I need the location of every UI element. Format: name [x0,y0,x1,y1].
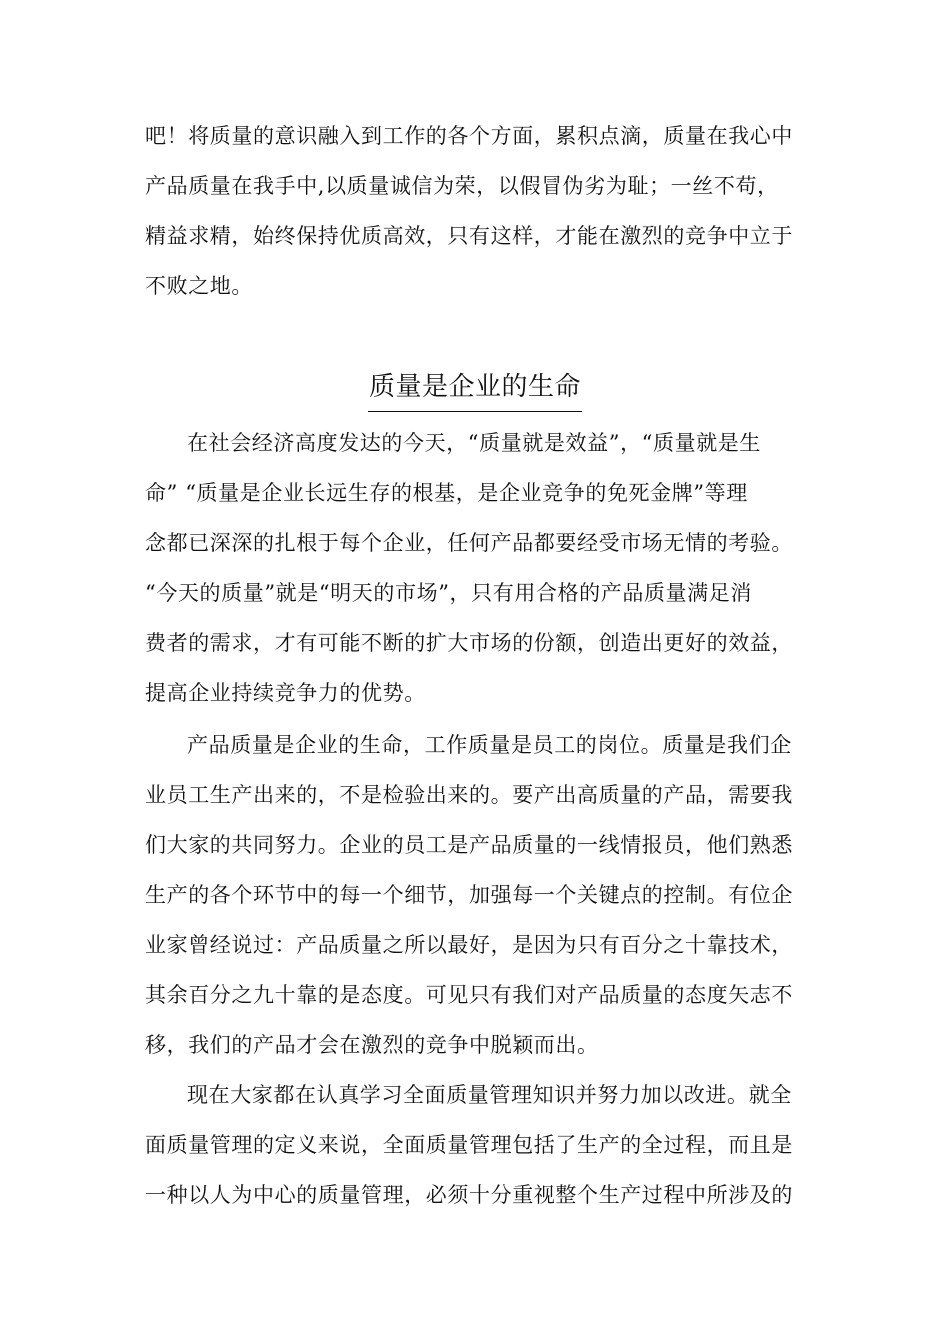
paragraph-2-line-2: 业员工生产出来的，不是检验出来的。要产出高质量的产品，需要我 [145,783,793,807]
paragraph-1-line-5: 费者的需求，才有可能不断的扩大市场的份额，创造出更好的效益， [145,631,793,655]
paragraph-1-line-1: 在社会经济高度发达的今天，“质量就是效益”，“质量就是生 [187,431,762,455]
paragraph-1-line-6: 提高企业持续竞争力的优势。 [145,681,426,705]
paragraph-2-line-4: 生产的各个环节中的每一个细节，加强每一个关键点的控制。有位企 [145,883,793,907]
paragraph-2-line-7: 移，我们的产品才会在激烈的竞争中脱颖而出。 [145,1033,599,1057]
paragraph-3-line-3: 一种以人为中心的质量管理，必须十分重视整个生产过程中所涉及的 [145,1183,793,1207]
paragraph-2-line-3: 们大家的共同努力。企业的员工是产品质量的一线情报员，他们熟悉 [145,833,793,857]
section-title [0,367,950,412]
paragraph-1-line-4: “今天的质量”就是“明天的市场”，只有用合格的产品质量满足消 [145,581,752,605]
intro-line-3: 精益求精，始终保持优质高效，只有这样，才能在激烈的竞争中立于 [145,224,793,248]
section-title-text: 质量是企业的生命 [368,367,582,412]
paragraph-2-line-5: 业家曾经说过：产品质量之所以最好，是因为只有百分之十靠技术， [145,933,793,957]
intro-line-2: 产品质量在我手中,以质量诚信为荣，以假冒伪劣为耻；一丝不苟， [145,174,779,198]
paragraph-3-line-2: 面质量管理的定义来说，全面质量管理包括了生产的全过程，而且是 [145,1133,793,1157]
intro-line-1: 吧！将质量的意识融入到工作的各个方面，累积点滴，质量在我心中 [145,124,793,148]
paragraph-2-line-1: 产品质量是企业的生命，工作质量是员工的岗位。质量是我们企 [187,733,792,757]
paragraph-3-line-1: 现在大家都在认真学习全面质量管理知识并努力加以改进。就全 [187,1083,792,1107]
paragraph-2-line-6: 其余百分之九十靠的是态度。可见只有我们对产品质量的态度矢志不 [145,983,793,1007]
intro-line-4: 不败之地。 [145,274,253,298]
paragraph-1-line-3: 念都已深深的扎根于每个企业，任何产品都要经受市场无情的考验。 [145,531,793,555]
paragraph-1-line-2: 命” “质量是企业长远生存的根基，是企业竞争的免死金牌”等理 [145,481,748,505]
